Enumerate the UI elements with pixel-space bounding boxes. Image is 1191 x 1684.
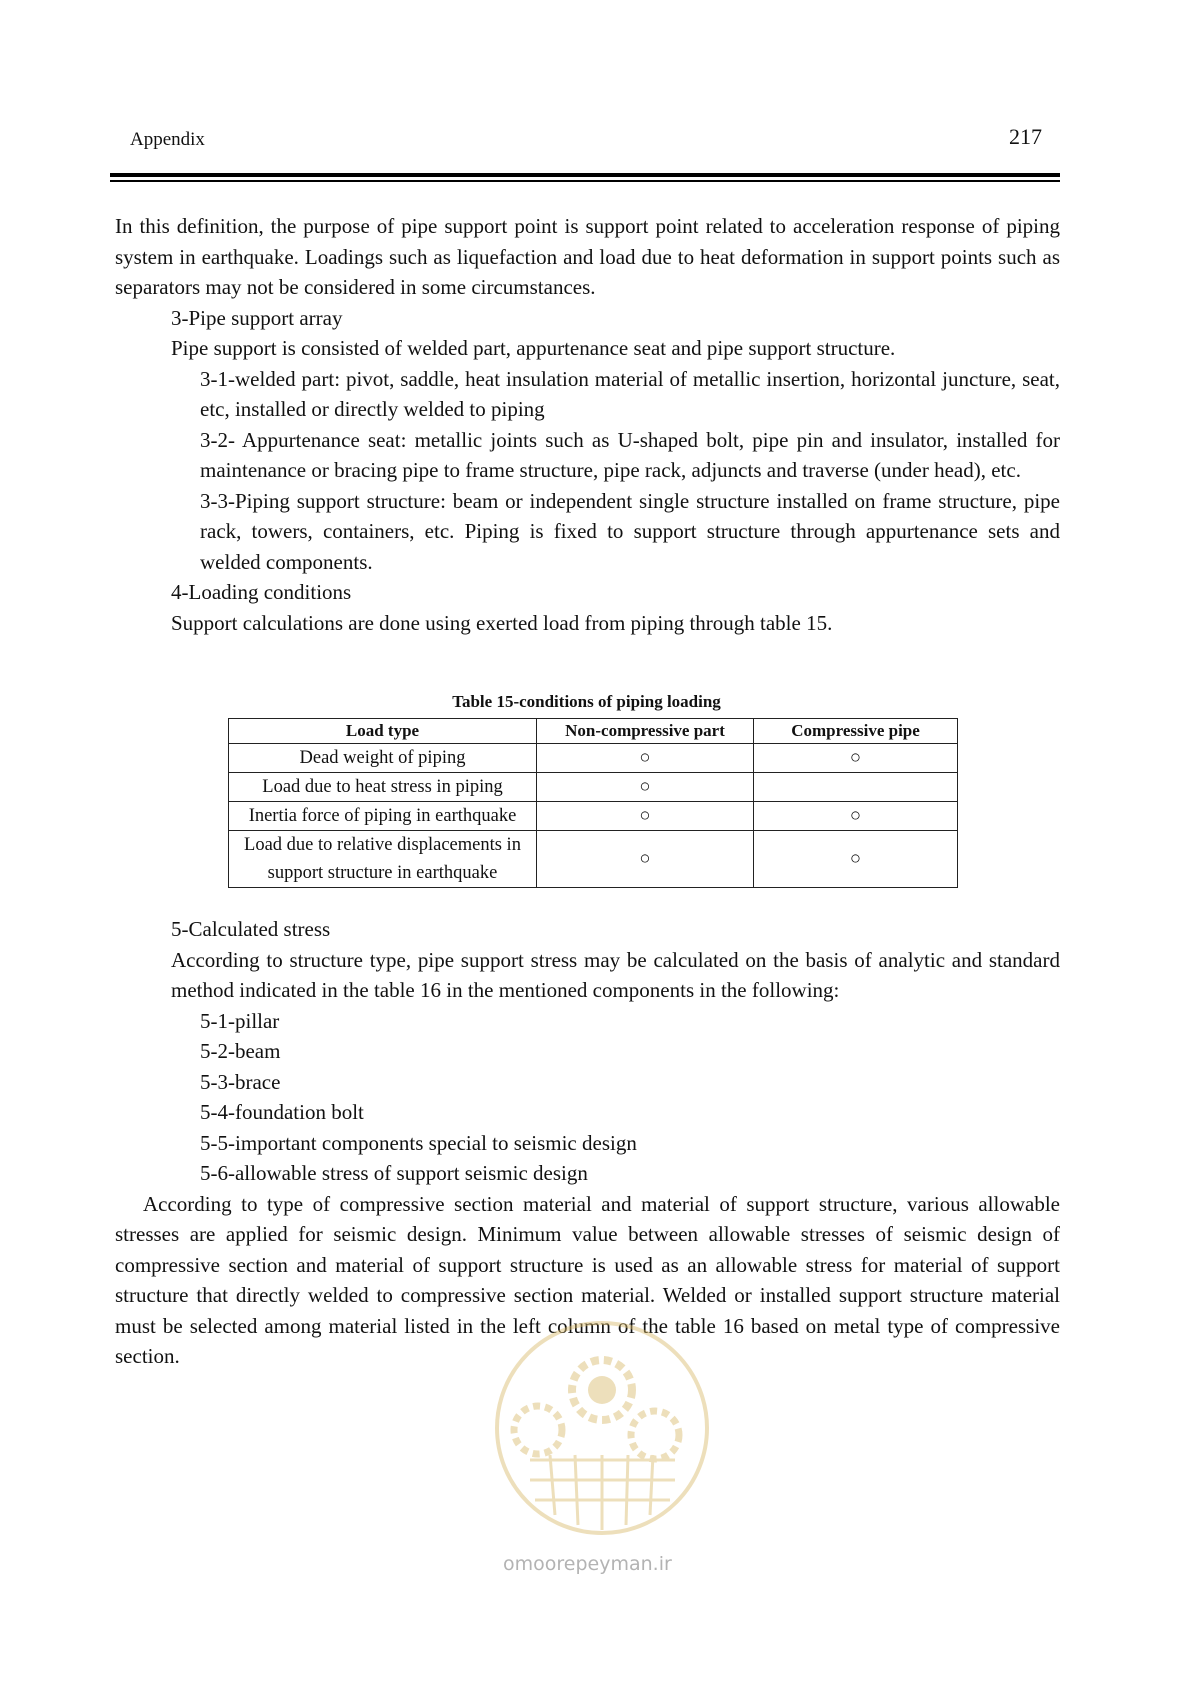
table-cell xyxy=(754,773,958,802)
section-5-heading: 5-Calculated stress xyxy=(171,917,331,941)
section-5-item: 5-2-beam xyxy=(200,1039,281,1063)
table-header-row xyxy=(229,719,958,744)
watermark-text: omoorepeyman.ir xyxy=(503,1553,672,1575)
table-row xyxy=(229,802,958,831)
section-4-heading: 4-Loading conditions xyxy=(171,580,352,604)
page-number: 217 xyxy=(1009,124,1042,149)
closing-paragraph: According to type of compressive section material and material of support structure, various allowable stresses are applied for seismic design. Minimum value between allowable stresses of seismic design of compressive section and material of support structure is used as an allowable stress for material of support structure that directly welded to compressive section material. Welded or installed support structure material must be selected among material listed in the left column of the table 16 based on metal type of compressive section. xyxy=(115,1191,1060,1368)
section-4-text: Support calculations are done using exerted load from piping through table 15. xyxy=(171,610,833,635)
loading-conditions-table xyxy=(228,718,958,888)
table-cell: ○ xyxy=(537,773,754,802)
section-5-item: 5-6-allowable stress of support seismic design xyxy=(200,1161,588,1185)
header-rule-thin xyxy=(110,180,1060,182)
section-3-item: 3-1-welded part: pivot, saddle, heat insulation material of metallic insertion, horizontal juncture, seat, etc, installed or directly welded to piping xyxy=(200,366,1060,421)
table-row xyxy=(229,831,958,888)
table-cell: ○ xyxy=(754,744,958,773)
table-row xyxy=(229,744,958,773)
section-3-text: Pipe support is consisted of welded part, appurtenance seat and pipe support structure. xyxy=(171,336,896,360)
table-caption: Table 15-conditions of piping loading xyxy=(452,692,721,711)
table-15 xyxy=(115,691,1060,888)
table-cell: Load due to heat stress in piping xyxy=(229,773,537,802)
table-cell: Inertia force of piping in earthquake xyxy=(229,802,537,831)
section-5-item: 5-3-brace xyxy=(200,1069,281,1094)
section-5-item: 5-5-important components special to seismic design xyxy=(200,1130,637,1155)
section-5-item: 5-1-pillar xyxy=(200,1008,280,1033)
table-row xyxy=(229,773,958,802)
table-header-cell: Non-compressive part xyxy=(537,719,754,744)
table-cell: ○ xyxy=(754,831,958,888)
header-rule-thick xyxy=(110,173,1060,177)
section-3-item: 3-2- Appurtenance seat: metallic joints such as U-shaped bolt, pipe pin and insulator, installed for maintenance or bracing pipe to frame structure, pipe rack, adjuncts and traverse (under head), etc. xyxy=(200,427,1060,482)
section-5-item: 5-4-foundation bolt xyxy=(200,1100,364,1124)
table-header-cell: Load type xyxy=(229,719,537,744)
table-cell: Dead weight of piping xyxy=(229,744,537,773)
table-cell: Load due to relative displacements in support structure in earthquake xyxy=(229,831,537,888)
watermark-logo xyxy=(490,1310,715,1570)
section-3-heading: 3-Pipe support array xyxy=(171,305,343,330)
table-cell: ○ xyxy=(537,802,754,831)
section-3-item: 3-3-Piping support structure: beam or independent single structure installed on frame structure, pipe rack, towers, containers, etc. Piping is fixed to support structure through appurtenance sets and welded components. xyxy=(200,488,1060,574)
running-header: Appendix xyxy=(130,129,205,150)
table-cell: ○ xyxy=(754,802,958,831)
section-5-text: According to structure type, pipe support stress may be calculated on the basis of analytic and standard method indicated in the table 16 in the mentioned components in the following: xyxy=(171,947,1060,1002)
table-cell: ○ xyxy=(537,744,754,773)
page-body xyxy=(115,211,1060,1372)
table-cell: ○ xyxy=(537,831,754,888)
table-header-cell: Compressive pipe xyxy=(754,719,958,744)
intro-paragraph: In this definition, the purpose of pipe support point is support point related to acceleration response of piping system in earthquake. Loadings such as liquefaction and load due to heat deformation in support points such as separators may not be considered in some circumstances. xyxy=(115,214,1060,299)
